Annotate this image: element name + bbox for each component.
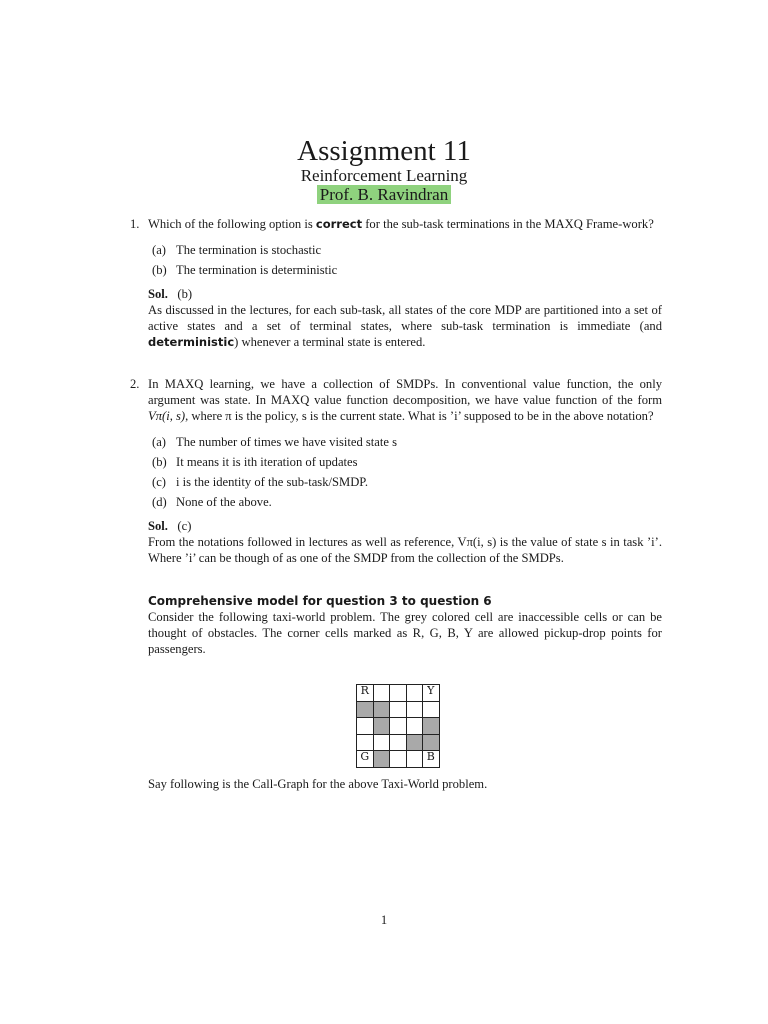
grid-cell: [390, 751, 407, 768]
obstacle-cell: [373, 701, 390, 718]
author-highlight: Prof. B. Ravindran: [317, 185, 451, 204]
obstacle-cell: [406, 734, 423, 751]
grid-row: [357, 685, 440, 702]
grid-row: [357, 751, 440, 768]
option-list: [152, 242, 662, 278]
grid-cell: [390, 701, 407, 718]
value-function-formula: Vπ(i, s): [148, 409, 186, 423]
taxi-world-grid: [356, 684, 440, 768]
grid-row: [357, 701, 440, 718]
grid-cell: [390, 685, 407, 702]
option-item: (b) The termination is deterministic: [152, 263, 338, 277]
solution-label: Sol.: [148, 519, 168, 533]
grid-cell: [390, 718, 407, 735]
pickup-cell: B: [423, 751, 440, 768]
pickup-cell: G: [357, 751, 374, 768]
question-text: In MAXQ learning, we have a collection of SMDPs. In conventional value function, the only argument was state. In MAXQ value function decomposition, we have value function of the form Vπ(i, s), where π is the policy, s is the current state. What is ’i’ supposed to be in the above notation?: [148, 377, 662, 423]
option-item: (c) i is the identity of the sub-task/SMDP.: [152, 475, 369, 489]
option-item: (b) It means it is ith iteration of updates: [152, 455, 358, 469]
obstacle-cell: [423, 734, 440, 751]
grid-cell: [373, 734, 390, 751]
grid-cell: [390, 734, 407, 751]
question-number: 1.: [130, 217, 140, 231]
question-2: [130, 376, 662, 566]
solution-answer: (b): [177, 287, 193, 301]
grid-cell: [406, 685, 423, 702]
grid-row: [357, 718, 440, 735]
page-number: 1: [380, 913, 388, 927]
solution-block: [148, 286, 662, 350]
question-text: Which of the following option is correct for the sub-task terminations in the MAXQ Frame-work?: [148, 217, 654, 231]
pickup-cell: R: [357, 685, 374, 702]
question-number: 2.: [130, 377, 140, 391]
pickup-cell: Y: [423, 685, 440, 702]
solution-text: As discussed in the lectures, for each sub-task, all states of the core MDP are partitioned into a set of active states and a set of terminal states, where sub-task termination is immediate (and deterministic) whenever a terminal state is entered.: [148, 303, 662, 349]
author-line: [0, 185, 768, 204]
grid-cell: [357, 718, 374, 735]
obstacle-cell: [423, 718, 440, 735]
callgraph-text: Say following is the Call-Graph for the above Taxi-World problem.: [148, 777, 488, 791]
question-1: [130, 216, 662, 350]
obstacle-cell: [373, 718, 390, 735]
option-list: [152, 434, 662, 510]
grid-cell: [406, 701, 423, 718]
solution-label: Sol.: [148, 287, 168, 301]
obstacle-cell: [373, 751, 390, 768]
model-heading: Comprehensive model for question 3 to question 6: [148, 594, 492, 608]
grid-cell: [406, 718, 423, 735]
grid-cell: [373, 685, 390, 702]
model-section: [148, 593, 662, 657]
option-item: (d) None of the above.: [152, 495, 272, 509]
grid-cell: [357, 734, 374, 751]
grid-row: [357, 734, 440, 751]
solution-answer: (c): [177, 519, 192, 533]
model-text: Consider the following taxi-world problem. The grey colored cell are inaccessible cells or can be thought of obstacles. The corner cells marked as R, G, B, Y are allowed pickup-drop points for passengers.: [148, 610, 662, 656]
option-item: (a) The number of times we have visited state s: [152, 435, 398, 449]
grid-cell: [406, 751, 423, 768]
grid-cell: [423, 701, 440, 718]
option-item: (a) The termination is stochastic: [152, 243, 322, 257]
obstacle-cell: [357, 701, 374, 718]
solution-text: From the notations followed in lectures as well as reference, Vπ(i, s) is the value of state s in task ’i’. Where ’i’ can be though of as one of the SMDP from the collection of the SMDPs.: [148, 535, 662, 565]
page-subtitle: Reinforcement Learning: [300, 166, 468, 185]
solution-block: [148, 518, 662, 566]
page-title: Assignment 11: [297, 135, 471, 167]
